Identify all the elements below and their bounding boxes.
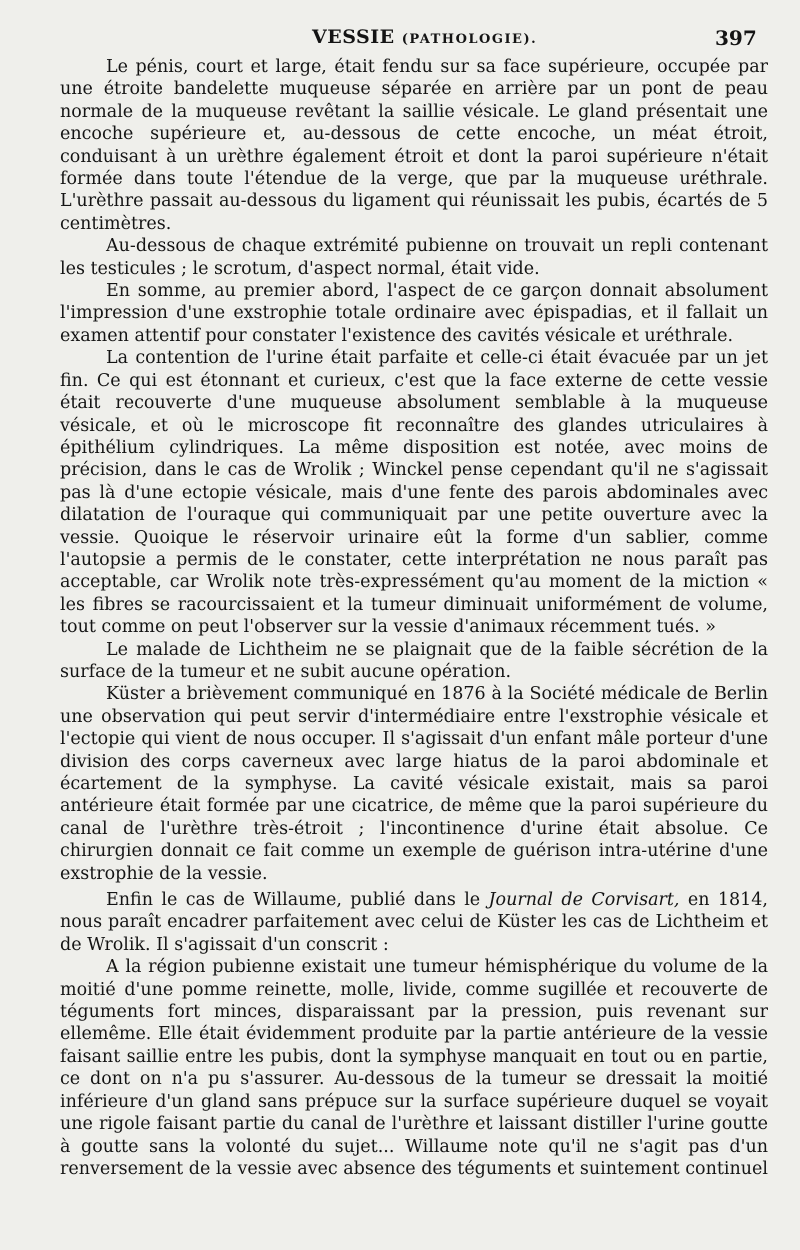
paragraph-lichtheim: Le malade de Lichtheim ne se plaignait que de la faible sécrétion de la surface de la tumeur et ne subit aucune opération. [60, 639, 768, 682]
page-number: 397 [715, 26, 757, 50]
journal-title: Journal de Corvisart, [488, 890, 680, 911]
running-title-main: VESSIE [312, 26, 395, 48]
paragraph-willaume [60, 889, 768, 956]
running-title [312, 26, 537, 48]
paragraph-contention: La contention de l'urine était parfaite et celle-ci était évacuée par un jet fin. Ce qui est étonnant et curieux, c'est que la face externe de cette vessie était recouverte d'une muqueuse absolument semblable à la muqueuse vésicale, et où le microscope fit reconnaître des glandes utriculaires à épithélium cylindriques. La même disposition est notée, avec moins de précision, dans le cas de Wrolik ; Winckel pense cependant qu'il ne s'agissait pas là d'une ectopie vésicale, mais d'une fente des parois abdominales avec dilatation de l'ouraque qui communiquait par une petite ouverture avec la vessie. Quoique le réservoir urinaire eût la forme d'un sablier, comme l'autopsie a permis de le constater, cette interprétation ne nous paraît pas acceptable, car Wrolik note très-expressément qu'au moment de la miction « les fibres se racourcissaient et la tumeur diminuait uniformément de volume, tout comme on peut l'observer sur la vessie d'animaux récemment tués. » [60, 348, 768, 638]
paragraph-kuster: Küster a brièvement communiqué en 1876 à la Société médicale de Berlin une observation qui peut servir d'intermédiaire entre l'exstrophie vésicale et l'ectopie qui vient de nous occuper. Il s'agissait d'un enfant mâle porteur d'une division des corps caverneux avec large hiatus de la paroi abdominale et écartement de la symphyse. La cavité vésicale existait, mais sa paroi antérieure était formée par une cicatrice, de même que la paroi supérieure du canal de l'urèthre très-étroit ; l'incontinence d'urine était absolue. Ce chirurgien donnait ce fait comme un exemple de guérison intra-utérine d'une exstrophie de la vessie. [60, 684, 768, 884]
paragraph-testicules: Au-dessous de chaque extrémité pubienne on trouvait un repli contenant les testicules ; le scrotum, d'aspect normal, était vide. [60, 236, 768, 279]
paragraph-penis: Le pénis, court et large, était fendu sur sa face supérieure, occupée par une étroite bandelette muqueuse séparée en arrière par un pont de peau normale de la muqueuse revêtant la saillie vésicale. Le gland présentait une encoche supérieure et, au-dessous de cette encoche, un méat étroit, conduisant à un urèthre également étroit et dont la paroi supérieure n'était formée dans toute l'étendue de la verge, que par la muqueuse uréthrale. L'urèthre passait au-dessous du ligament qui réunissait les pubis, écartés de 5 centimètres. [60, 57, 768, 234]
willaume-text-after: en 1814, nous paraît encadrer parfaitement avec celui de Küster les cas de Lichtheim et de Wrolik. Il s'agissait d'un conscrit : [60, 890, 768, 955]
running-title-subtitle: (PATHOLOGIE). [401, 32, 538, 47]
page-body [60, 56, 768, 1180]
page-header [0, 24, 800, 54]
paragraph-en-somme: En somme, au premier abord, l'aspect de ce garçon donnait absolument l'impression d'une exstrophie totale ordinaire avec épispadias, et il fallait un examen attentif pour constater l'existence des cavités vésicale et uréthrale. [60, 281, 768, 346]
paragraph-quote: A la région pubienne existait une tumeur hémisphérique du volume de la moitié d'une pomme reinette, molle, livide, comme sugillée et recouverte de téguments fort minces, disparaissant par la pression, puis revenant sur ellemême. Elle était évidemment produite par la partie antérieure de la vessie faisant saillie entre les pubis, dont la symphyse manquait en tout ou en partie, ce dont on n'a pu s'assurer. Au-dessous de la tumeur se dressait la moitié inférieure d'un gland sans prépuce sur la surface supérieure duquel se voyait une rigole faisant partie du canal de l'urèthre et laissant distiller l'urine goutte à goutte sans la volonté du sujet... Willaume note qu'il ne s'agit pas d'un renversement de la vessie avec absence des téguments et suintement continuel [60, 957, 768, 1179]
willaume-text-before: Enfin le cas de Willaume, publié dans le [106, 890, 489, 911]
